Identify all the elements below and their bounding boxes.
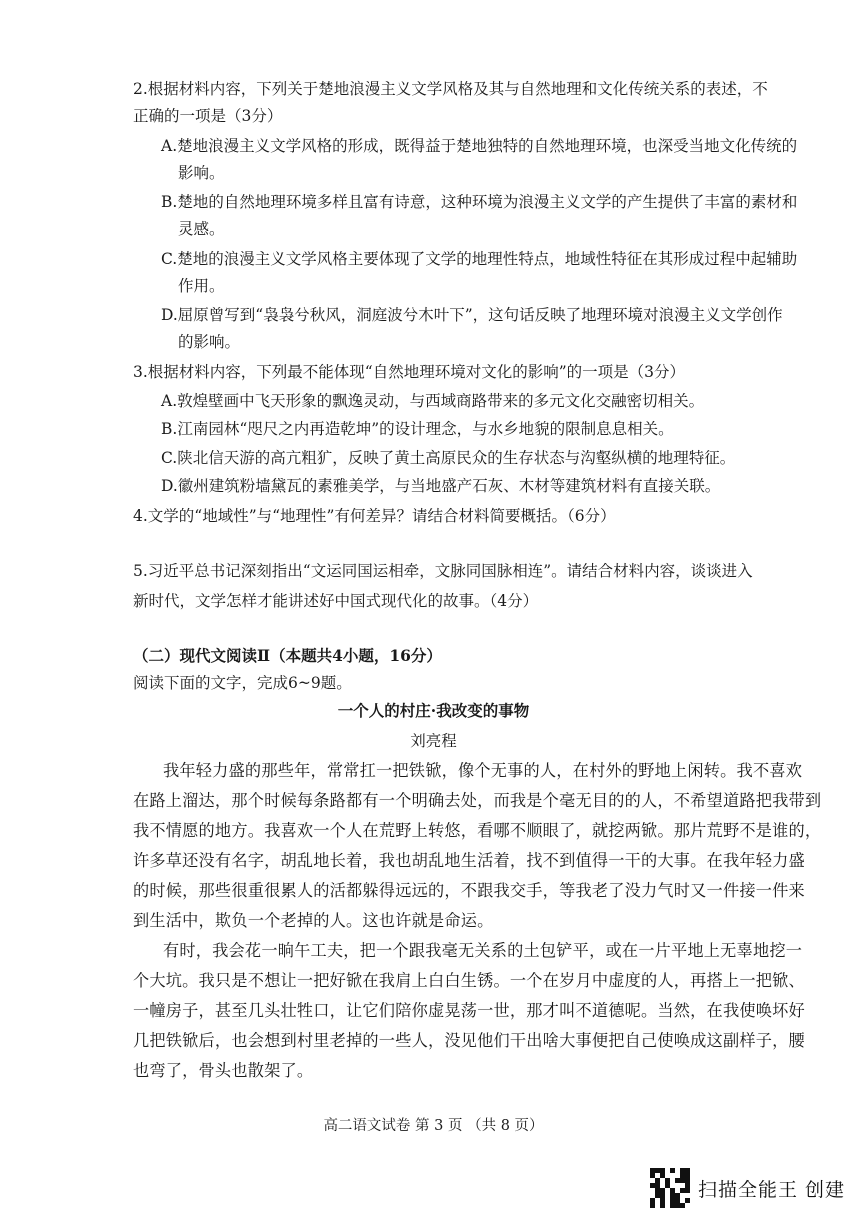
paragraph-line: 的时候，那些很重很累人的活都躲得远远的，不跟我交手，等我老了没力气时又一件接一件来 [133,881,805,900]
watermark-text: 扫描全能王 创建 [698,1178,846,1201]
q4-stem: 4.文学的“地域性”与“地理性”有何差异？请结合材料简要概括。（6分） [133,507,616,525]
q5-stem-line1: 5.习近平总书记深刻指出“文运同国运相牵，文脉同国脉相连”。请结合材料内容，谈谈进入 [133,562,753,580]
article-title: 一个人的村庄·我改变的事物 [337,701,530,720]
q2-option-c: C.楚地的浪漫主义文学风格主要体现了文学的地理性特点，地域性特征在其形成过程中起辅助 [161,250,798,268]
q2-stem-line2: 正确的一项是（3分） [133,107,283,125]
q2-option-d: D.屈原曾写到“袅袅兮秋风，洞庭波兮木叶下”，这句话反映了地理环境对浪漫主义文学创作 [161,306,783,324]
paragraph-line: 个大坑。我只是不想让一把好锨在我肩上白白生锈。一个在岁月中虚度的人，再搭上一把锨、 [133,971,805,990]
paragraph-line: 我年轻力盛的那些年，常常扛一把铁锨，像个无事的人，在村外的野地上闲转。我不喜欢 [163,761,803,780]
q3-option-d: D.徽州建筑粉墙黛瓦的素雅美学，与当地盛产石灰、木材等建筑材料有直接关联。 [161,477,721,495]
paragraph-line: 许多草还没有名字，胡乱地长着，我也胡乱地生活着，找不到值得一干的大事。在我年轻力盛 [133,851,805,870]
article-author: 刘亮程 [410,732,457,750]
qr-code-icon [650,1168,690,1208]
scanner-watermark [650,1168,845,1208]
q3-option-b: B.江南园林“咫尺之内再造乾坤”的设计理念，与水乡地貌的限制息息相关。 [161,420,674,438]
paragraph-line: 也弯了，骨头也散架了。 [133,1061,314,1080]
q3-stem: 3.根据材料内容，下列最不能体现“自然地理环境对文化的影响”的一项是（3分） [133,363,686,381]
q2-option-b-cont: 灵感。 [178,220,225,238]
page-footer: 高二语文试卷 第 3 页 （共 8 页） [323,1118,544,1134]
q2-option-b: B.楚地的自然地理环境多样且富有诗意，这种环境为浪漫主义文学的产生提供了丰富的素材和 [161,193,798,211]
q2-option-d-cont: 的影响。 [178,333,241,351]
q2-option-a: A.楚地浪漫主义文学风格的形成，既得益于楚地独特的自然地理环境，也深受当地文化传统的 [161,137,798,155]
q3-option-c: C.陕北信天游的高亢粗犷，反映了黄土高原民众的生存状态与沟壑纵横的地理特征。 [161,449,736,467]
q2-option-c-cont: 作用。 [178,277,225,295]
paragraph-line: 一幢房子，甚至几头壮牲口，让它们陪你虚晃荡一世，那才叫不道德呢。当然，在我使唤坏好 [133,1001,805,1020]
q5-stem-line2: 新时代，文学怎样才能讲述好中国式现代化的故事。（4分） [133,592,539,610]
paragraph-line: 在路上溜达，那个时候每条路都有一个明确去处，而我是个毫无目的的人，不希望道路把我带到 [133,791,822,810]
section-heading: （二）现代文阅读Ⅱ（本题共4小题，16分） [133,646,442,665]
q2-stem-line1: 2.根据材料内容，下列关于楚地浪漫主义文学风格及其与自然地理和文化传统关系的表述，不 [133,80,768,98]
paragraph-line: 有时，我会花一晌午工夫，把一个跟我毫无关系的土包铲平，或在一片平地上无辜地挖一 [163,941,803,960]
q3-option-a: A.敦煌壁画中飞天形象的飘逸灵动，与西域商路带来的多元文化交融密切相关。 [161,392,705,410]
section-instruction: 阅读下面的文字，完成6~9题。 [133,674,352,692]
q2-option-a-cont: 影响。 [178,164,225,182]
paragraph-line: 几把铁锨后，也会想到村里老掉的一些人，没见他们干出啥大事便把自己使唤成这副样子，腰 [133,1031,805,1050]
paragraph-line: 我不情愿的地方。我喜欢一个人在荒野上转悠，看哪不顺眼了，就挖两锨。那片荒野不是谁的， [133,821,822,840]
paragraph-line: 到生活中，欺负一个老掉的人。这也许就是命运。 [133,911,494,930]
